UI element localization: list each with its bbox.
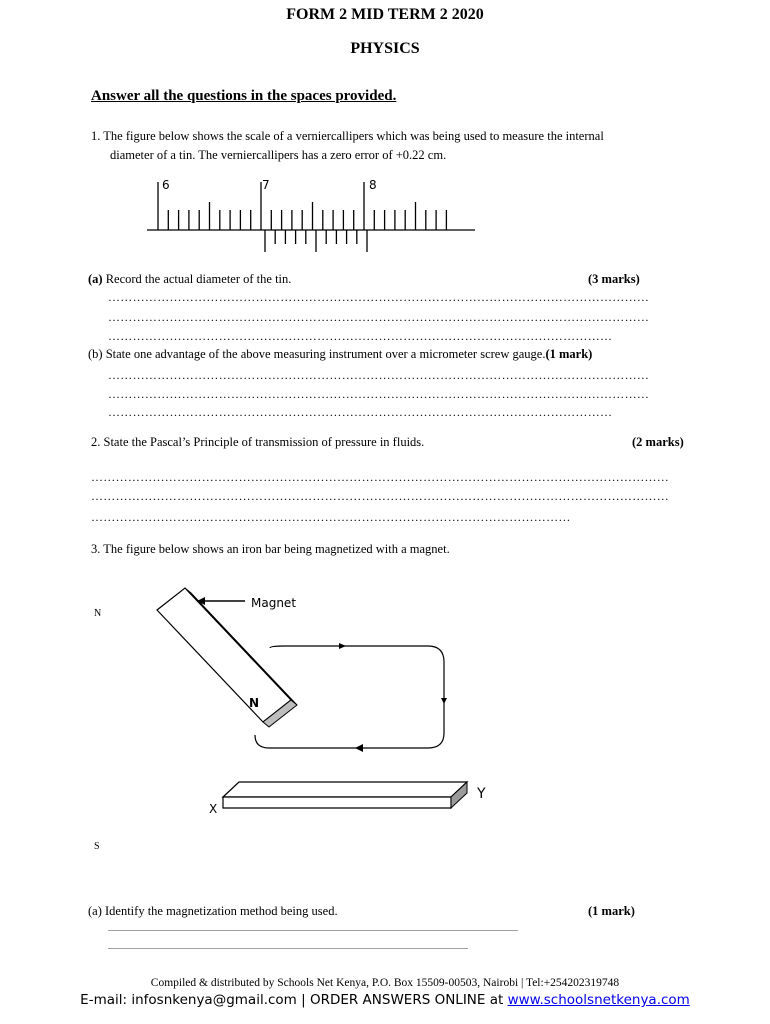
iron-bar: [223, 782, 467, 808]
label-n-top: N: [94, 608, 102, 619]
q2-text: 2. State the Pascal’s Principle of transmission of pressure in fluids.: [91, 435, 425, 449]
footer-compiled: Compiled & distributed by Schools Net Kenya, P.O. Box 15509-00503, Nairobi | Tel:+254202319748: [150, 977, 620, 989]
answer-line[interactable]: ……………………………………………………………………………………………………………………: [108, 368, 650, 382]
q3a-marks: (1 mark): [588, 904, 635, 918]
scale-label-6: 6: [162, 178, 170, 192]
vernier-scale-figure: [140, 172, 485, 262]
q3-text: 3. The figure below shows an iron bar being magnetized with a magnet.: [91, 542, 450, 556]
answer-line[interactable]: ……………………………………………………………………………………………………………………: [108, 387, 650, 401]
q1b-text: (b) State one advantage of the above measuring instrument over a micrometer screw gauge.: [88, 347, 546, 361]
footer-contact: [0, 992, 770, 1008]
q1-text-line2: diameter of a tin. The verniercallipers has a zero error of +0.22 cm.: [110, 148, 447, 162]
answer-line[interactable]: ……………………………………………………………………………………………………………………………: [91, 470, 670, 484]
answer-line[interactable]: ……………………………………………………………………………………………………………: [108, 405, 613, 419]
answer-line[interactable]: .............................................................................................................................................................................................................: [108, 924, 518, 933]
exam-title: FORM 2 MID TERM 2 2020: [286, 6, 484, 23]
q1b-question: [88, 347, 592, 362]
answer-line[interactable]: ……………………………………………………………………………………………………………………: [108, 290, 650, 304]
label-magnet: Magnet: [251, 596, 297, 610]
answer-line[interactable]: ……………………………………………………………………………………………………………………: [108, 310, 650, 324]
label-y: Y: [477, 786, 486, 802]
answer-line[interactable]: ……………………………………………………………………………………………………………: [108, 329, 613, 343]
magnetization-figure: [145, 580, 505, 830]
answer-line[interactable]: ....................................................................................................................................................................................: [108, 942, 468, 951]
scale-label-7: 7: [262, 178, 270, 192]
q3a-text: (a) Identify the magnetization method being used.: [88, 904, 338, 918]
q1b-marks: (1 mark): [545, 347, 593, 361]
label-x: X: [209, 802, 218, 816]
answer-line[interactable]: ………………………………………………………………………………………………………: [91, 510, 571, 524]
website-link[interactable]: www.schoolsnetkenya.com: [507, 992, 690, 1008]
label-n-pole: N: [249, 696, 260, 710]
q1-text-line1: 1. The figure below shows the scale of a verniercallipers which was being used to measure the internal: [91, 129, 604, 143]
q1a-marks: (3 marks): [588, 272, 640, 286]
subject-title: PHYSICS: [350, 40, 420, 57]
answer-line[interactable]: ……………………………………………………………………………………………………………………………: [91, 489, 670, 503]
footer-email-text: E-mail: infosnkenya@gmail.com | ORDER ANSWERS ONLINE at: [80, 992, 508, 1008]
scale-label-8: 8: [369, 178, 377, 192]
q2-marks: (2 marks): [632, 435, 684, 449]
q1a-question: [88, 272, 291, 287]
instructions: Answer all the questions in the spaces provided.: [91, 88, 397, 104]
label-s: S: [94, 841, 100, 852]
q1a-label: (a): [88, 272, 103, 286]
q1a-text: Record the actual diameter of the tin.: [102, 272, 292, 286]
